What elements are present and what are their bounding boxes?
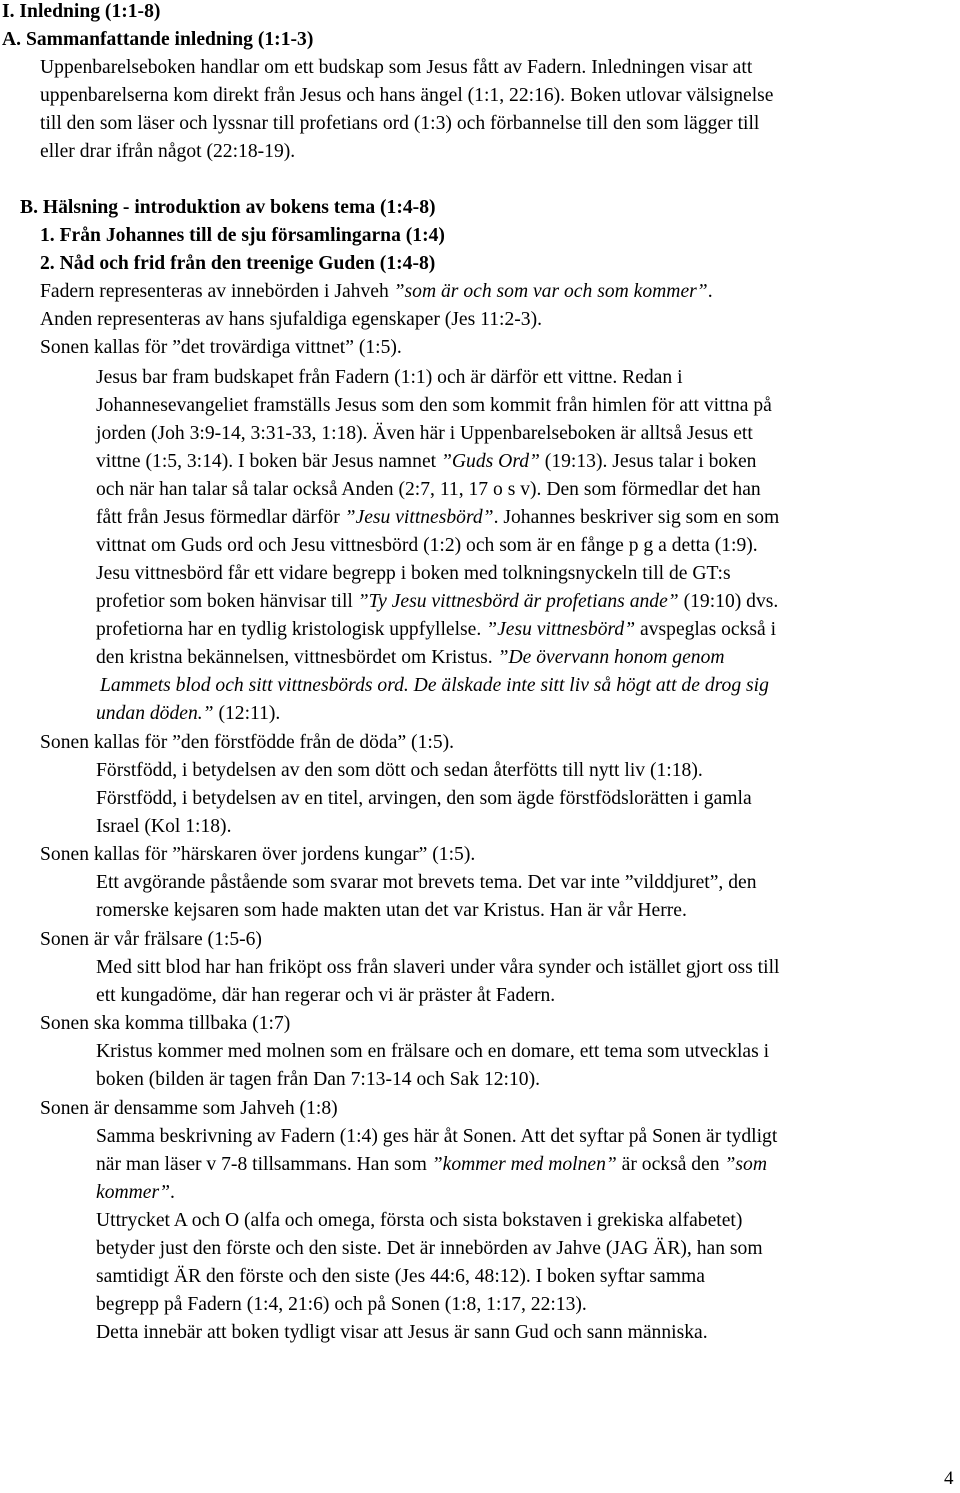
paragraph-line: Uppenbarelseboken handlar om ett budskap som Jesus fått av Fadern. Inledningen visar att — [40, 57, 753, 78]
quote-run: ”Jesu vittnesbörd” — [486, 619, 636, 640]
paragraph-line: Uttrycket A och O (alfa och omega, första och sista bokstaven i grekiska alfabetet) — [96, 1210, 743, 1231]
paragraph-line: och när han talar så talar också Anden (2:7, 11, 17 o s v). Den som förmedlar det han — [96, 479, 761, 500]
quote-run: ”Ty Jesu vittnesbörd är profetians ande” — [357, 591, 679, 612]
text-run: (19:13). Jesus talar i boken — [539, 451, 757, 472]
quote-run: undan döden.” — [96, 703, 214, 724]
paragraph-line: Detta innebär att boken tydligt visar att Jesus är sann Gud och sann människa. — [96, 1322, 708, 1343]
topic-line: Sonen kallas för ”det trovärdiga vittnet” (1:5). — [40, 337, 402, 358]
numbered-heading: 2. Nåd och frid från den treenige Guden (1:4-8) — [40, 253, 436, 274]
paragraph-line: jorden (Joh 3:9-14, 3:31-33, 1:18). Även här i Uppenbarelseboken är alltså Jesus ett — [96, 423, 753, 444]
paragraph-line — [96, 588, 778, 616]
paragraph-line: romerske kejsaren som hade makten utan det var Kristus. Han är vår Herre. — [96, 900, 687, 921]
text-run: (12:11). — [213, 703, 281, 724]
paragraph-line: Samma beskrivning av Fadern (1:4) ges här åt Sonen. Att det syftar på Sonen är tydligt — [96, 1126, 778, 1147]
quote-run: ”Guds Ord” — [441, 451, 540, 472]
paragraph-line: betyder just den förste och den siste. Det är innebörden av Jahve (JAG ÄR), han som — [96, 1238, 763, 1259]
paragraph-line: ett kungadöme, där han regerar och vi är präster åt Fadern. — [96, 985, 556, 1006]
quote-run: ”som — [724, 1154, 767, 1175]
text-run: är också den — [616, 1154, 725, 1175]
topic-line: Sonen är vår frälsare (1:5-6) — [40, 929, 262, 950]
text-run: (19:10) dvs. — [678, 591, 779, 612]
topic-line: Sonen ska komma tillbaka (1:7) — [40, 1013, 291, 1034]
paragraph-line: uppenbarelserna kom direkt från Jesus och hans ängel (1:1, 22:16). Boken utlovar välsignelse — [40, 85, 774, 106]
paragraph-line — [96, 1179, 175, 1207]
paragraph-line — [96, 504, 779, 532]
quote-run: ”som är och som var och som kommer” — [393, 281, 708, 302]
topic-line: Sonen kallas för ”härskaren över jordens kungar” (1:5). — [40, 844, 476, 865]
text-run: profetiorna har en tydlig kristologisk uppfyllelse. — [96, 619, 487, 640]
quote-run: ”De övervann honom genom — [497, 647, 725, 668]
paragraph-line — [96, 644, 725, 672]
paragraph-line — [96, 700, 280, 728]
quote-run: kommer” — [96, 1182, 171, 1203]
text-run: . — [707, 281, 713, 302]
paragraph-line: Anden representeras av hans sjufaldiga egenskaper (Jes 11:2-3). — [40, 309, 542, 330]
paragraph-line: boken (bilden är tagen från Dan 7:13-14 och Sak 12:10). — [96, 1069, 540, 1090]
paragraph-line: Med sitt blod har han friköpt oss från slaveri under våra synder och istället gjort oss till — [96, 957, 780, 978]
text-run: när man läser v 7-8 tillsammans. Han som — [96, 1154, 432, 1175]
text-run: profetior som boken hänvisar till — [96, 591, 358, 612]
text-run: . Johannes beskriver sig som en som — [493, 507, 780, 528]
page-number: 4 — [944, 1468, 954, 1489]
paragraph-line: begrepp på Fadern (1:4, 21:6) och på Sonen (1:8, 1:17, 22:13). — [96, 1294, 587, 1315]
text-run: vittne (1:5, 3:14). I boken bär Jesus namnet — [96, 451, 441, 472]
paragraph-line: eller drar ifrån något (22:18-19). — [40, 141, 296, 162]
paragraph-line — [96, 448, 756, 476]
paragraph-line: Jesus bar fram budskapet från Fadern (1:1) och är därför ett vittne. Redan i — [96, 367, 683, 388]
text-run: fått från Jesus förmedlar därför — [96, 507, 345, 528]
text-run: avspeglas också i — [635, 619, 777, 640]
quote-run: ”kommer med molnen” — [431, 1154, 617, 1175]
text-run: . — [170, 1182, 175, 1203]
paragraph-line — [96, 1151, 767, 1179]
quote-line: Lammets blod och sitt vittnesbörds ord. De älskade inte sitt liv så högt att de drog sig — [100, 675, 769, 696]
paragraph-line: Jesu vittnesbörd får ett vidare begrepp i boken med tolkningsnyckeln till de GT:s — [96, 563, 731, 584]
section-heading: I. Inledning (1:1-8) — [2, 1, 161, 22]
topic-line: Sonen är densamme som Jahveh (1:8) — [40, 1098, 338, 1119]
topic-line: Sonen kallas för ”den förstfödde från de döda” (1:5). — [40, 732, 455, 753]
paragraph-line: samtidigt ÄR den förste och den siste (Jes 44:6, 48:12). I boken syftar samma — [96, 1266, 705, 1287]
paragraph-line: Förstfödd, i betydelsen av en titel, arvingen, den som ägde förstfödslorätten i gamla — [96, 788, 752, 809]
paragraph-line — [40, 278, 713, 306]
text-run: Fadern representeras av innebörden i Jahveh — [40, 281, 394, 302]
paragraph-line: Ett avgörande påstående som svarar mot brevets tema. Det var inte ”vilddjuret”, den — [96, 872, 757, 893]
text-run: den kristna bekännelsen, vittnesbördet om Kristus. — [96, 647, 498, 668]
numbered-heading: 1. Från Johannes till de sju församlingarna (1:4) — [40, 225, 445, 246]
paragraph-line: Israel (Kol 1:18). — [96, 816, 232, 837]
subsection-heading: B. Hälsning - introduktion av bokens tema (1:4-8) — [20, 197, 436, 218]
paragraph-line: vittnat om Guds ord och Jesu vittnesbörd (1:2) och som är en fånge p g a detta (1:9). — [96, 535, 758, 556]
paragraph-line: Kristus kommer med molnen som en frälsare och en domare, ett tema som utvecklas i — [96, 1041, 770, 1062]
paragraph-line: Johannesevangeliet framställs Jesus som den som kommit från himlen för att vittna på — [96, 395, 772, 416]
paragraph-line — [96, 616, 776, 644]
paragraph-line: till den som läser och lyssnar till profetians ord (1:3) och förbannelse till den som lägger till — [40, 113, 760, 134]
quote-run: ”Jesu vittnesbörd” — [344, 507, 494, 528]
subsection-heading: A. Sammanfattande inledning (1:1-3) — [2, 29, 314, 50]
paragraph-line: Förstfödd, i betydelsen av den som dött och sedan återfötts till nytt liv (1:18). — [96, 760, 703, 781]
